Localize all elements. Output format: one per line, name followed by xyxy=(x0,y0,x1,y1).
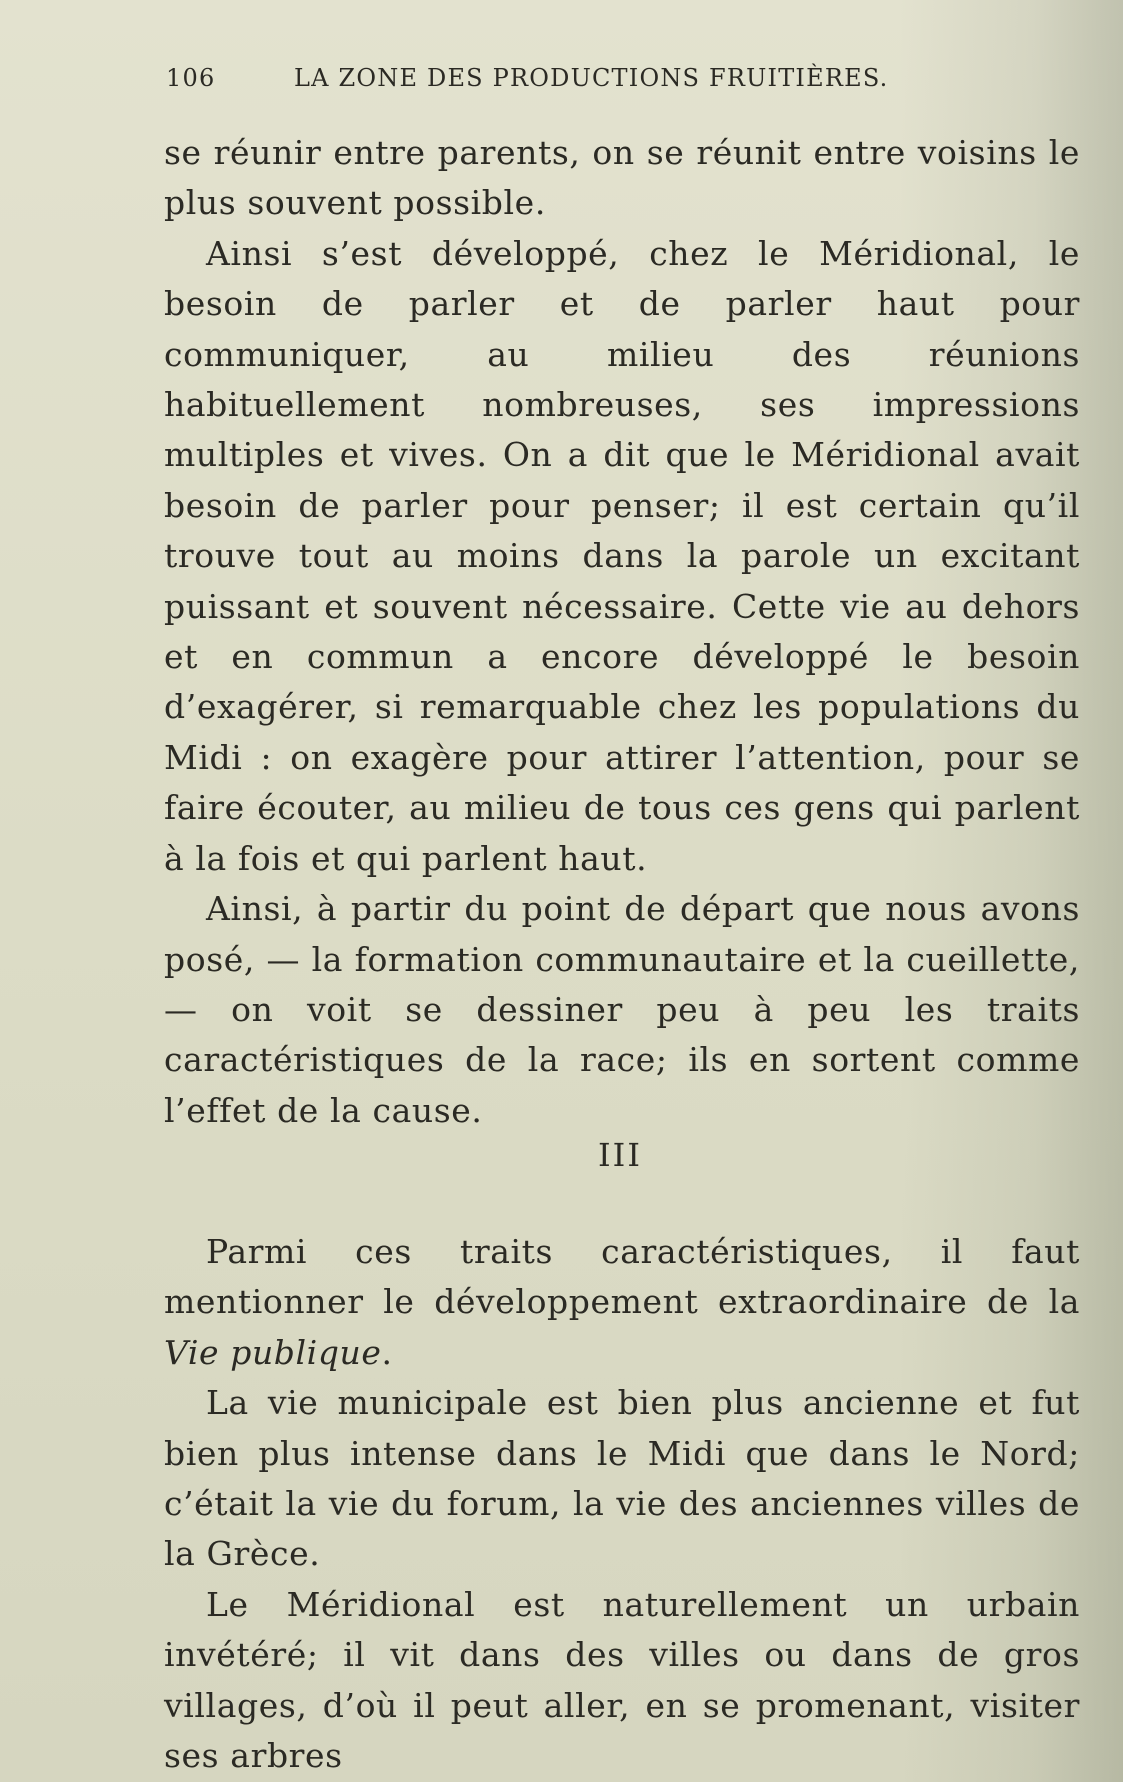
page-header xyxy=(166,64,966,104)
running-title: LA ZONE DES PRODUCTIONS FRUITIÈRES. xyxy=(294,64,889,92)
paragraph: La vie municipale est bien plus ancienne et fut bien plus intense dans le Midi que dans le Nord; c’était la vie du forum, la vie des anciennes villes de la Grèce. xyxy=(164,1383,1080,1574)
italic-phrase: Vie publique xyxy=(164,1332,382,1372)
section-heading: III xyxy=(598,1136,642,1174)
paragraph: Le Méridional est naturellement un urbain invétéré; il vit dans des villes ou dans de gros villages, d’où il peut aller, en se promenant, visiter ses arbres xyxy=(164,1584,1080,1776)
page-number: 106 xyxy=(166,64,216,92)
text-block-top xyxy=(164,128,1080,1136)
paragraph: se réunir entre parents, on se réunit entre voisins le plus souvent possible. xyxy=(164,133,1080,223)
paragraph xyxy=(164,1227,1080,1378)
paragraph-text: Parmi ces traits caractéristiques, il faut mentionner le développement extraordinaire de la xyxy=(164,1232,1080,1322)
paragraph-text-end: . xyxy=(381,1332,393,1372)
paragraph: Ainsi, à partir du point de départ que nous avons posé, — la formation communautaire et la cueillette, — on voit se dessiner peu à peu les traits caractéristiques de la race; ils en sortent comme l’effet de la cause. xyxy=(164,889,1080,1130)
text-block-bottom xyxy=(164,1227,1080,1781)
paragraph: Ainsi s’est développé, chez le Méridional, le besoin de parler et de parler haut pour communiquer, au milieu des réunions habituellement nombreuses, ses impressions multiples et vives. On a dit que le Méridional avait besoin de parler pour penser; il est certain qu’il trouve tout au moins dans la parole un excitant puissant et souvent nécessaire. Cette vie au dehors et en commun a encore développé le besoin d’exagérer, si remarquable chez les populations du Midi : on exagère pour attirer l’attention, pour se faire écouter, au milieu de tous ces gens qui parlent à la fois et qui parlent haut. xyxy=(164,233,1080,878)
